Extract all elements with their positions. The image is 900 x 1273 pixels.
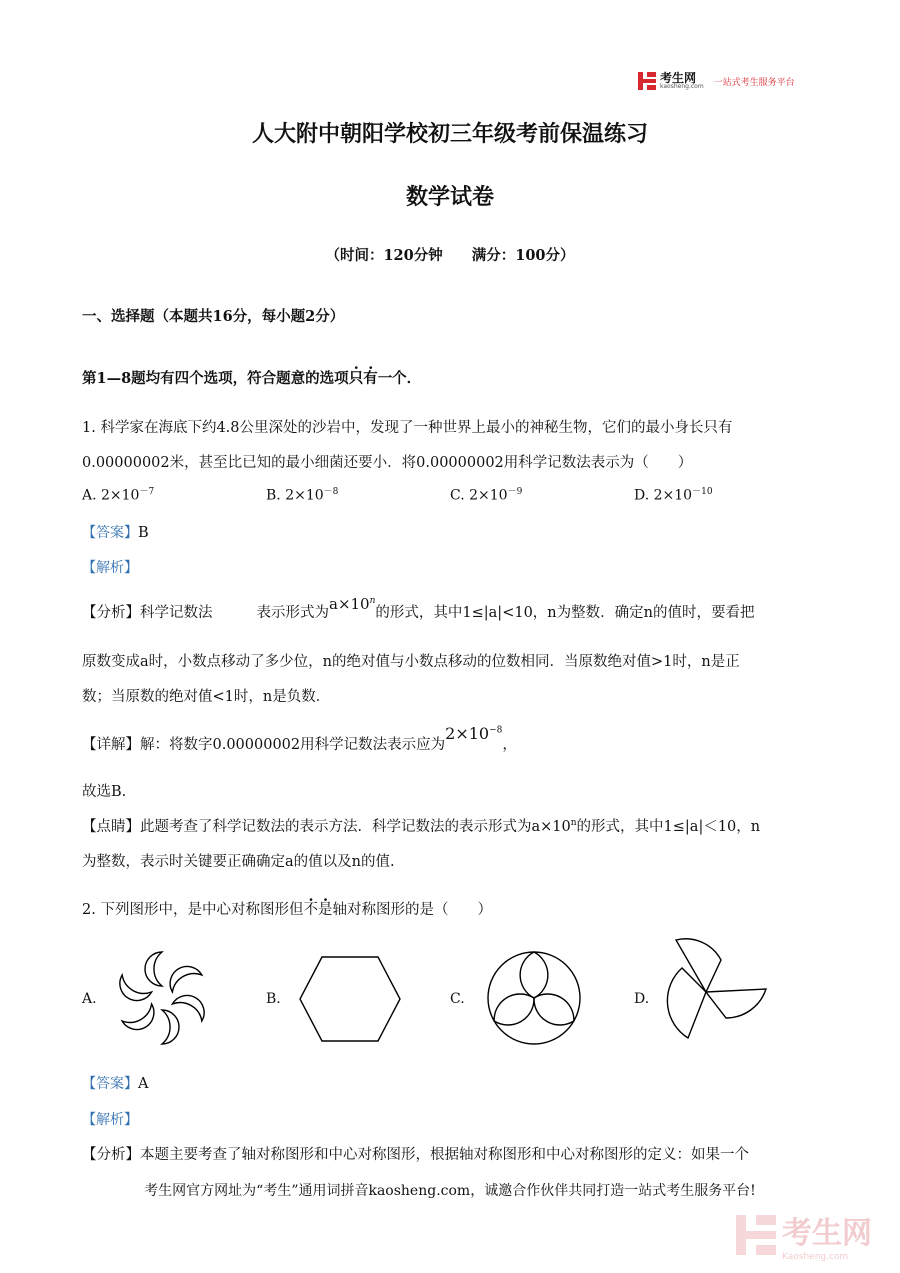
fenxi-tag: 【分析】: [82, 1147, 140, 1163]
formula: a×10: [329, 595, 370, 613]
answer-value: B: [138, 525, 149, 541]
exam-info: （时间：120分钟 满分：100分）: [325, 247, 575, 264]
kaosheng-logo-icon: [638, 72, 656, 90]
logo-brand: 考生网: [660, 71, 697, 85]
q1-fenxi-line3: 数；当原数的绝对值<1时，n是负数．: [82, 689, 331, 705]
q1-xiangjie: 【详解】解：将数字0.00000002用科学记数法表示应为$2\times 10^{-8}$，: [82, 724, 517, 753]
q2-figure-d-sectors[interactable]: [662, 936, 770, 1040]
answer-value: A: [138, 1076, 149, 1092]
q2-stem: 2. 下列图形中，是中心对称图形但不是轴对称图形的是（ ）: [82, 902, 492, 918]
q2-figure-c-circle-petals[interactable]: [484, 948, 584, 1048]
watermark-logo-icon: [736, 1215, 776, 1255]
q1-dianjing-line2: 为整数，表示时关键要正确确定a的值以及n的值.: [82, 854, 395, 870]
q2-figure-b-hexagon[interactable]: [298, 955, 402, 1043]
emphasis-char: 有: [363, 370, 378, 387]
answer-tag: 【答案】: [82, 525, 138, 541]
header-logo[interactable]: [638, 72, 795, 90]
logo-domain: kaosheng.com: [660, 83, 704, 90]
q1-answer: [82, 522, 149, 542]
dianjing-tag: 【点睛】: [82, 819, 140, 835]
watermark-domain: Kaosheng.com: [782, 1252, 849, 1262]
formula: 2×10: [445, 724, 490, 743]
fenxi-tag: 【分析】: [82, 605, 140, 621]
watermark-brand: 考生网: [782, 1216, 872, 1251]
q1-option-d[interactable]: D. $2\times 10^{-10}$: [634, 487, 713, 504]
emphasis-char: 是: [317, 902, 333, 918]
section-heading: 一、选择题（本题共16分，每小题2分）: [82, 308, 345, 325]
q1-fenxi-line2: 原数变成a时，小数点移动了多少位，n的绝对值与小数点移动的位数相同．当原数绝对值>1时，n是正: [82, 654, 740, 670]
instruction-text-before: 第1—8题均有四个选项，符合题意的选项: [82, 370, 349, 387]
page-title: 人大附中朝阳学校初三年级考前保温练习: [251, 121, 648, 147]
q2-fenxi: 【分析】本题主要考查了轴对称图形和中心对称图形，根据轴对称图形和中心对称图形的定义：如果一个: [82, 1147, 749, 1163]
q2-option-a-label[interactable]: A.: [82, 991, 97, 1007]
footer-text: 考生网官方网址为“考生”通用词拼音kaosheng.com，诚邀合作伙伴共同打造一站式考生服务平台!: [144, 1183, 756, 1199]
q1-option-b[interactable]: B. $2\times 10^{-8}$: [266, 487, 339, 504]
q1-stem-line2: 0.00000002米，甚至比已知的最小细菌还要小．将0.00000002用科学记数法表示为（ ）: [82, 455, 693, 471]
emphasis-char: 只: [348, 370, 364, 387]
q1-option-a[interactable]: A. $2\times 10^{-7}$: [82, 487, 155, 504]
emphasis-char: 不: [303, 902, 318, 918]
q1-fenxi-line1: 【分析】科学记数法 表示形式为$a\times 10^n$的形式，其中1≤|a|<10，n为整数．确定n的值时，要看把: [82, 595, 755, 621]
q2-option-c-label[interactable]: C.: [450, 991, 465, 1007]
instruction-text-after: 一个．: [377, 370, 422, 387]
q1-dianjing-line1: 【点睛】此题考查了科学记数法的表示方法．科学记数法的表示形式为$a\times 10^n$的形式，其中1≤|a|＜10，n: [82, 818, 761, 835]
q2-answer: [82, 1073, 148, 1093]
watermark: [736, 1208, 872, 1262]
answer-tag: 【答案】: [82, 1076, 138, 1092]
instruction: [82, 367, 421, 388]
analysis-tag: 【解析】: [82, 1112, 138, 1128]
q2-option-b-label[interactable]: B.: [266, 991, 281, 1007]
xiangjie-tag: 【详解】: [82, 737, 140, 753]
q2-figure-a-pinwheel[interactable]: [112, 948, 212, 1048]
logo-slogan: 一站式考生服务平台: [713, 77, 795, 88]
q1-option-c[interactable]: C. $2\times 10^{-9}$: [450, 487, 523, 504]
analysis-tag: 【解析】: [82, 560, 138, 576]
q1-stem-line1: 1. 科学家在海底下约4.8公里深处的沙岩中，发现了一种世界上最小的神秘生物，它们的最小身长只有: [82, 420, 733, 436]
q2-option-d-label[interactable]: D.: [634, 991, 650, 1007]
page-subtitle: 数学试卷: [405, 184, 494, 210]
q1-conclusion: 故选B.: [82, 784, 127, 800]
